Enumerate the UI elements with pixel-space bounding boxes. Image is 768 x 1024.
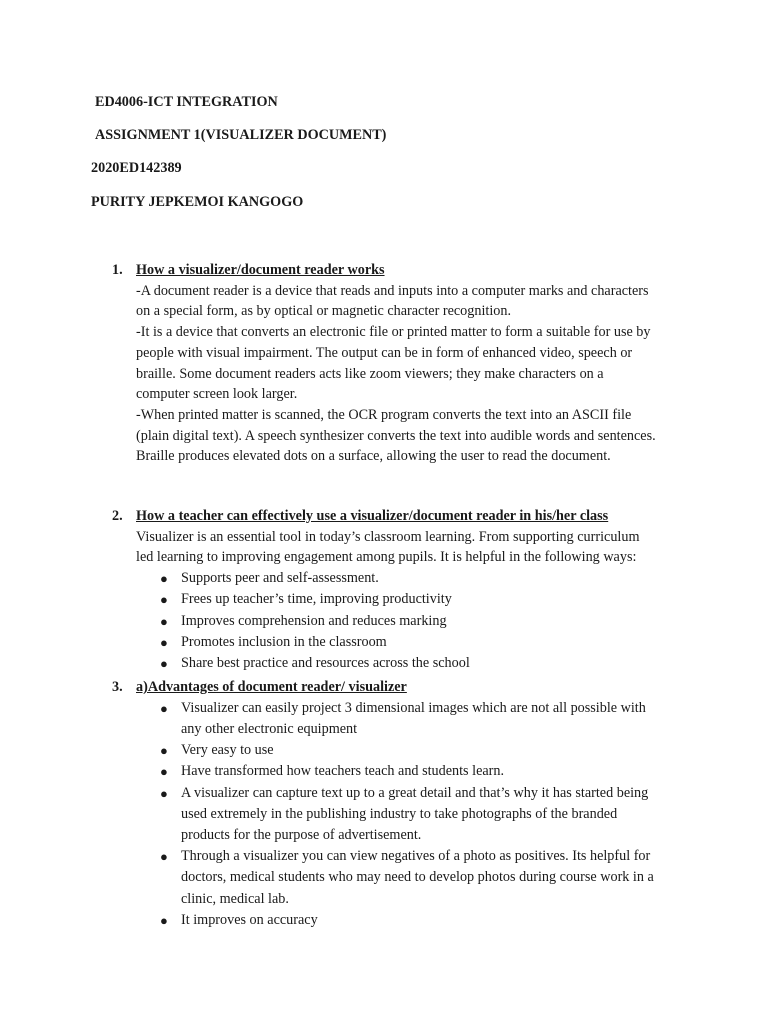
section-heading: a)Advantages of document reader/ visualizer bbox=[136, 679, 407, 695]
section-number: 1. bbox=[112, 262, 123, 278]
bullet-text: Through a visualizer you can view negatives of a photo as positives. Its helpful for doctors, medical students who may need to develop photos during course work in a clinic, medical lab. bbox=[181, 848, 654, 907]
bullet-icon: ● bbox=[160, 634, 168, 650]
assignment-title: ASSIGNMENT 1(VISUALIZER DOCUMENT) bbox=[95, 127, 387, 143]
bullet-icon: ● bbox=[160, 912, 168, 928]
bullet-list bbox=[136, 698, 656, 931]
list-item bbox=[136, 632, 656, 653]
bullet-text: Frees up teacher’s time, improving productivity bbox=[181, 591, 452, 608]
bullet-text: Supports peer and self-assessment. bbox=[181, 570, 379, 587]
section-number: 2. bbox=[112, 508, 123, 524]
bullet-text: It improves on accuracy bbox=[181, 911, 318, 928]
list-item bbox=[136, 589, 656, 610]
bullet-text: Very easy to use bbox=[181, 742, 274, 759]
student-name: PURITY JEPKEMOI KANGOGO bbox=[91, 194, 304, 210]
bullet-icon: ● bbox=[160, 743, 168, 759]
list-item bbox=[136, 740, 656, 761]
list-item bbox=[136, 761, 656, 782]
list-item bbox=[136, 698, 656, 740]
list-item bbox=[136, 910, 656, 931]
section-number: 3. bbox=[112, 679, 123, 695]
list-item bbox=[136, 653, 656, 674]
section-body bbox=[136, 677, 656, 931]
section-paragraph: -It is a device that converts an electronic file or printed matter to form a suitable for use by people with visual impairment. The output can be in form of enhanced video, speech or braille. Some document readers acts like zoom viewers; they make characters on a computer screen look larger. bbox=[136, 324, 651, 403]
bullet-icon: ● bbox=[160, 613, 168, 629]
list-item bbox=[136, 611, 656, 632]
bullet-text: Visualizer can easily project 3 dimensional images which are not all possible with any other electronic equipment bbox=[181, 699, 646, 737]
registration-number: 2020ED142389 bbox=[91, 160, 182, 176]
bullet-icon: ● bbox=[160, 571, 168, 587]
bullet-text: Share best practice and resources across the school bbox=[181, 654, 470, 671]
bullet-icon: ● bbox=[160, 592, 168, 608]
section-body bbox=[136, 506, 656, 674]
bullet-text: Have transformed how teachers teach and students learn. bbox=[181, 763, 505, 780]
bullet-icon: ● bbox=[160, 764, 168, 780]
course-code: ED4006-ICT INTEGRATION bbox=[95, 94, 278, 110]
section-body bbox=[136, 260, 656, 467]
bullet-text: A visualizer can capture text up to a great detail and that’s why it has started being used extremely in the publishing industry to take photographs of the branded products for the purpose of advertisement. bbox=[181, 784, 649, 843]
section-heading: How a visualizer/document reader works bbox=[136, 262, 385, 278]
bullet-icon: ● bbox=[160, 655, 168, 671]
list-item bbox=[136, 568, 656, 589]
section-paragraph: -A document reader is a device that reads and inputs into a computer marks and characters on a special form, as by optical or magnetic character recognition. bbox=[136, 282, 649, 320]
section-paragraph: -When printed matter is scanned, the OCR program converts the text into an ASCII file (plain digital text). A speech synthesizer converts the text into audible words and sentences. Braille produces elevated dots on a surface, allowing the user to read the document. bbox=[136, 406, 656, 465]
bullet-text: Improves comprehension and reduces marking bbox=[181, 612, 447, 629]
list-item bbox=[136, 846, 656, 910]
bullet-icon: ● bbox=[160, 785, 168, 801]
bullet-icon: ● bbox=[160, 700, 168, 716]
bullet-list bbox=[136, 568, 656, 674]
bullet-icon: ● bbox=[160, 849, 168, 865]
section-heading: How a teacher can effectively use a visualizer/document reader in his/her class bbox=[136, 508, 609, 524]
bullet-text: Promotes inclusion in the classroom bbox=[181, 633, 387, 650]
list-item bbox=[136, 783, 656, 847]
section-paragraph: Visualizer is an essential tool in today’s classroom learning. From supporting curriculum led learning to improving engagement among pupils. It is helpful in the following ways: bbox=[136, 528, 640, 566]
